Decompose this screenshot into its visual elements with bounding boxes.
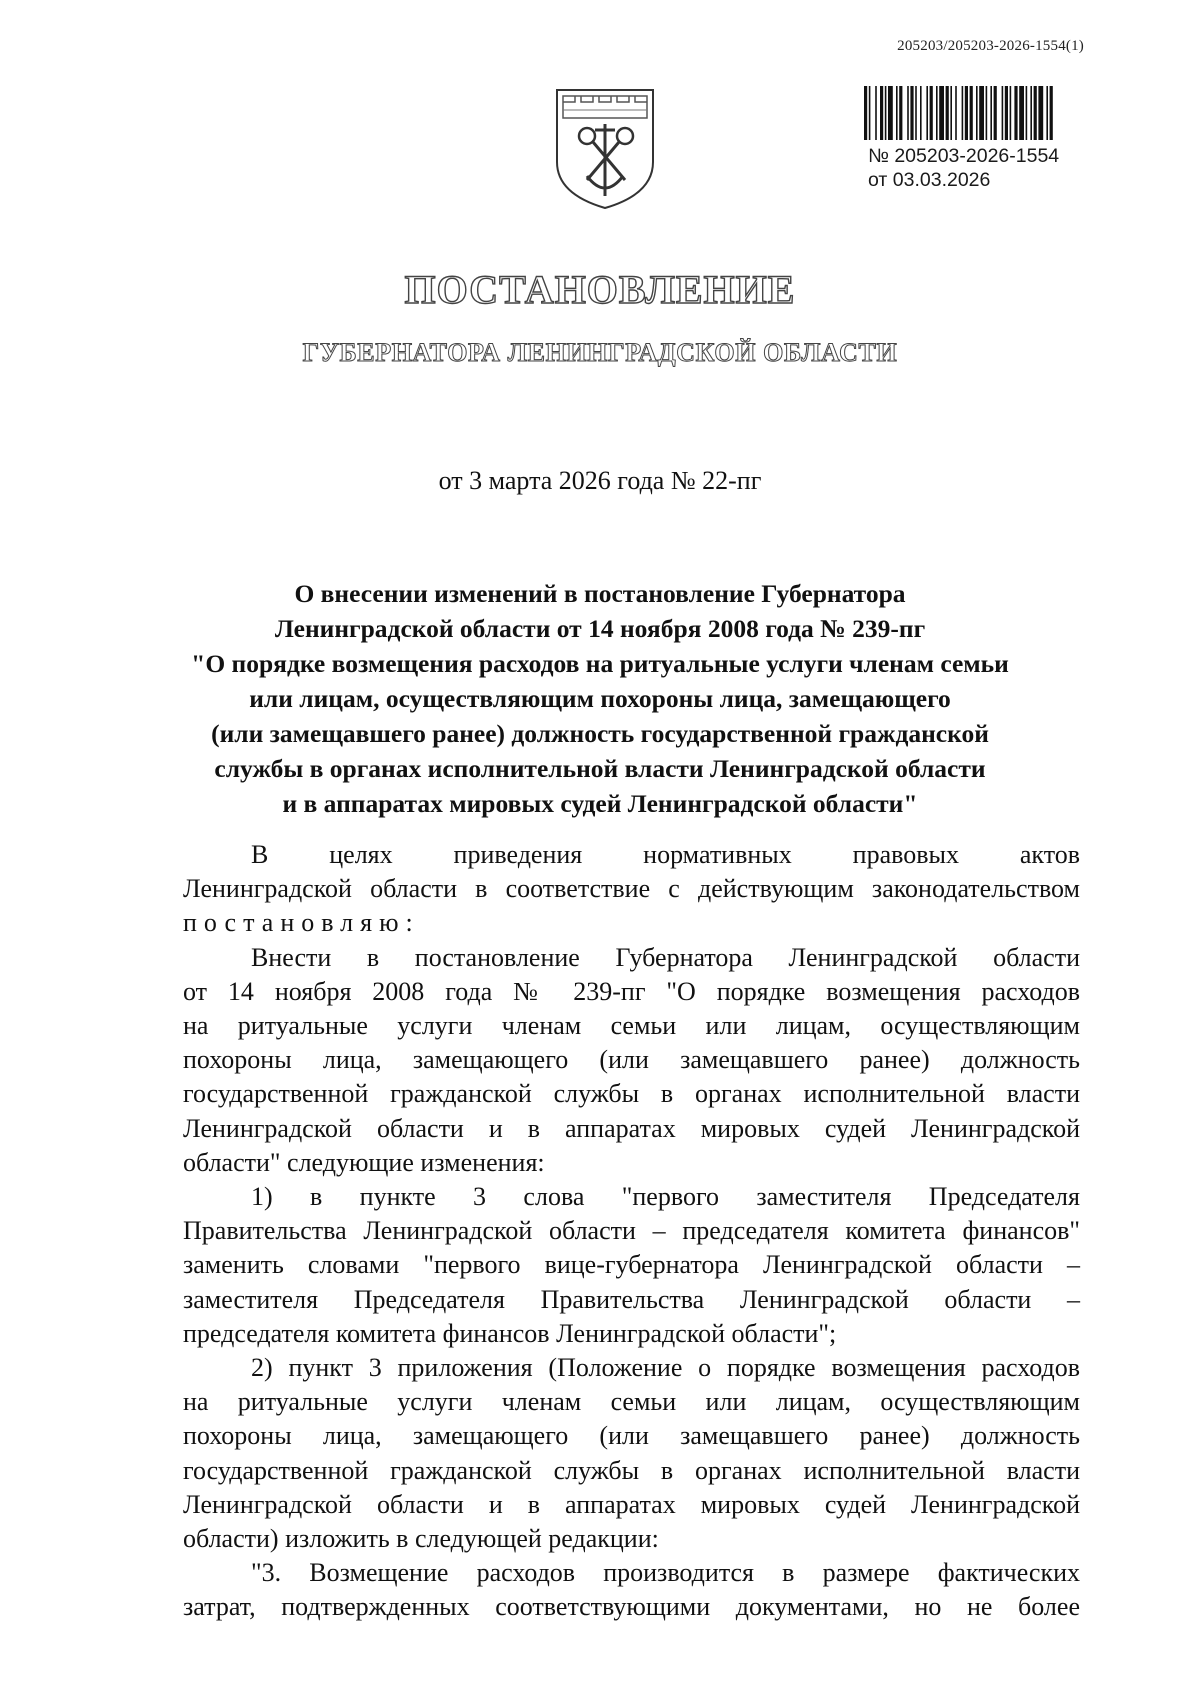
body-line: похороны лица, замещающего (или замещавшего ранее) должность	[183, 1045, 1080, 1075]
document-date-number: от 3 марта 2026 года № 22-пг	[438, 466, 762, 495]
body-line: Ленинградской области и в аппаратах мировых судей Ленинградской	[183, 1113, 1080, 1143]
body-line: области) изложить в следующей редакции:	[183, 1524, 659, 1554]
body-line: государственной гражданской службы в органах исполнительной власти	[183, 1079, 1080, 1109]
body-line: государственной гражданской службы в органах исполнительной власти	[183, 1455, 1080, 1485]
document-type-heading: ПОСТАНОВЛЕНИЕ	[404, 267, 796, 312]
registration-number: № 205203-2026-1554	[868, 145, 1060, 167]
body-line: Ленинградской области в соответствие с действующим законодательством	[183, 874, 1080, 904]
body-line-decree: постановляю:	[183, 908, 420, 938]
body-line: "3. Возмещение расходов производится в размере фактических	[251, 1558, 1080, 1588]
title-line: или лицам, осуществляющим похороны лица, замещающего	[249, 684, 951, 713]
body-line: заместителя Председателя Правительства Ленинградской области –	[183, 1284, 1080, 1314]
title-line: "О порядке возмещения расходов на ритуальные услуги членам семьи	[191, 649, 1009, 678]
body-line: Ленинградской области и в аппаратах мировых судей Ленинградской	[183, 1489, 1080, 1519]
title-line: Ленинградской области от 14 ноября 2008 года № 239-пг	[274, 614, 926, 643]
title-line: (или замещавшего ранее) должность государственной гражданской	[211, 719, 989, 748]
body-line: Правительства Ленинградской области – председателя комитета финансов"	[183, 1216, 1080, 1246]
document-title	[170, 576, 1030, 821]
document-tracking-code: 205203/205203-2026-1554(1)	[897, 38, 1084, 54]
body-line: Внести в постановление Губернатора Ленинградской области	[251, 942, 1080, 972]
body-line: на ритуальные услуги членам семьи или лицам, осуществляющим	[183, 1387, 1080, 1417]
body-line: на ритуальные услуги членам семьи или лицам, осуществляющим	[183, 1011, 1080, 1041]
body-line: затрат, подтвержденных соответствующими документами, но не более	[183, 1592, 1080, 1622]
registration-date: от 03.03.2026	[868, 169, 991, 191]
issuer-heading: ГУБЕРНАТОРА ЛЕНИНГРАДСКОЙ ОБЛАСТИ	[302, 338, 898, 367]
title-line: службы в органах исполнительной власти Ленинградской области	[214, 754, 986, 783]
body-line: от 14 ноября 2008 года № 239-пг "О порядке возмещения расходов	[183, 976, 1080, 1006]
title-line: О внесении изменений в постановление Губернатора	[294, 579, 906, 608]
body-line: заменить словами "первого вице-губернатора Ленинградской области –	[183, 1250, 1080, 1280]
body-line: 1) в пункте 3 слова "первого заместителя Председателя	[251, 1182, 1080, 1212]
body-line: области" следующие изменения:	[183, 1147, 545, 1177]
coat-of-arms-icon	[551, 84, 659, 212]
body-line: 2) пункт 3 приложения (Положение о порядке возмещения расходов	[251, 1353, 1080, 1383]
document-body	[183, 838, 1080, 1625]
barcode-icon	[862, 86, 1114, 140]
body-line: председателя комитета финансов Ленинградской области";	[183, 1318, 837, 1348]
body-line: В целях приведения нормативных правовых актов	[251, 840, 1080, 869]
body-line: похороны лица, замещающего (или замещавшего ранее) должность	[183, 1421, 1080, 1451]
title-line: и в аппаратах мировых судей Ленинградской области"	[282, 789, 918, 818]
